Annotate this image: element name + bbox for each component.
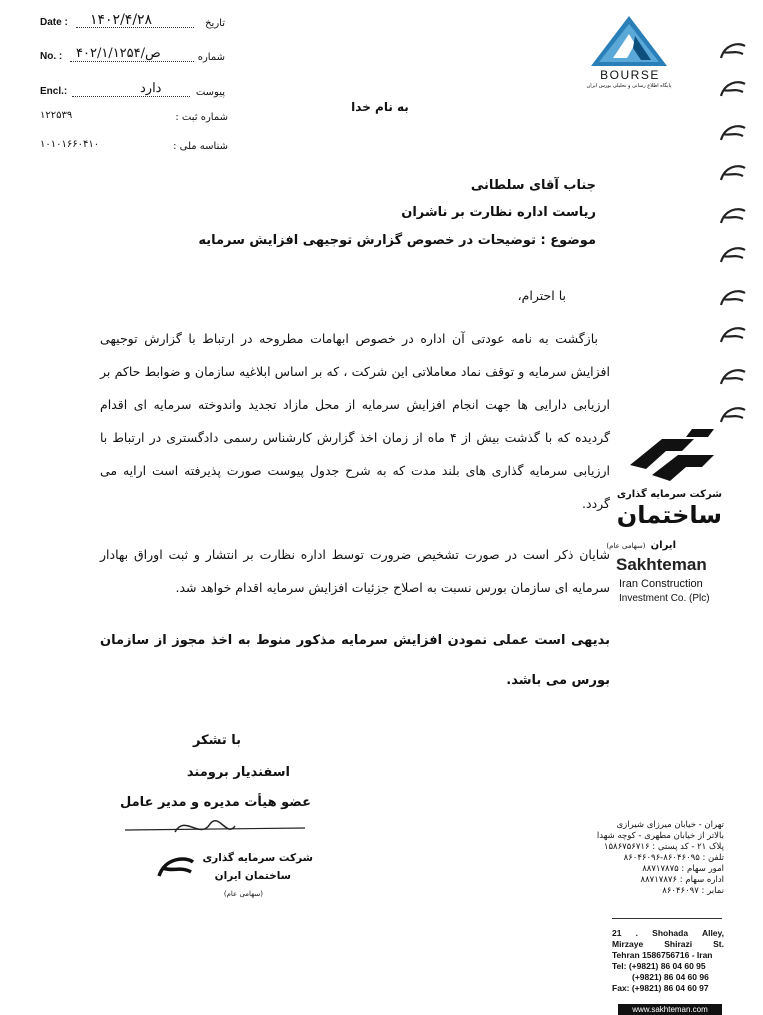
enclosure-row [40, 83, 225, 101]
date-label-fa: تاریخ [205, 18, 225, 29]
signature-scribble-icon [115, 810, 315, 850]
national-id-label: شناسه ملی : [173, 141, 228, 152]
company-name-fa-small: شرکت سرمایه گذاری [616, 489, 722, 500]
footer-address-fa [596, 820, 724, 897]
company-mark-icon [717, 324, 749, 346]
national-id-value: ۱۰۱۰۱۶۶۰۴۱۰ [40, 139, 100, 150]
footer-fa-line: پلاک ۲۱ - کد پستی : ۱۵۸۶۷۵۶۷۱۶ [603, 842, 724, 852]
company-name-en: Sakhteman [616, 555, 707, 574]
subject-line: موضوع : توضیحات در خصوص گزارش توجیهی افزایش سرمایه [198, 233, 596, 248]
enclosure-label-en: Encl.: [40, 86, 68, 97]
footer-fa-line: نمابر : ۸۶۰۴۶۰۹۷ [662, 886, 724, 896]
company-logo [606, 425, 726, 615]
footer-en-line: Tehran 1586756716 - Iran [612, 950, 713, 960]
bourse-caption: پایگاه اطلاع رسانی و تحلیلی بورس ایران [586, 83, 672, 89]
enclosure-value: دارد [140, 81, 162, 96]
company-mark-icon [717, 40, 749, 62]
footer-fa-line: امور سهام : ۸۸۷۱۷۸۷۵ [642, 864, 724, 874]
company-name-en-line3: Investment Co. (Plc) [619, 593, 710, 604]
stamp-line-1: شرکت سرمایه گذاری [202, 852, 313, 864]
body-paragraph-bold: بدیهی است عملی نمودن افزایش سرمایه مذکور منوط به اخذ مجوز از سازمان بورس می باشد. [100, 633, 610, 688]
company-name-en-line2: Iran Construction [619, 578, 703, 590]
greeting: با احترام، [517, 288, 566, 303]
date-label-en: Date : [40, 17, 68, 28]
number-row [40, 48, 225, 66]
bourse-logo [583, 14, 675, 94]
website-link: www.sakhteman.com [632, 1005, 708, 1014]
footer-en-line: Fax: (+9821) 86 04 60 97 [612, 983, 709, 993]
company-mark-icon [717, 162, 749, 184]
body-paragraph-1: بازگشت به نامه عودتی آن اداره در خصوص ابهامات مطروحه در ارتباط با گزارش توجیهی افزایش سرمایه و توقف نماد معاملاتی این شرکت ، که بر اساس ابلاغیه سازمان و ضوابط حاکم بر ارزیابی دارایی ها جهت انجام افزایش سرمایه از محل مازاد تجدید واندوخته سرمایه ای اقدام گردیده که با گذشت بیش از ۴ ماه از زمان اخذ گزارش کارشناس رسمی دادگستری در ارتباط با ارزیابی سرمایه گذاری های بلند مدت که به شرح جدول پیوست صورت پذیرفته است ارایه می گردد. [100, 331, 611, 511]
footer-divider [612, 918, 722, 919]
company-type-fa: (سهامی عام) [606, 542, 646, 550]
registration-label: شماره ثبت : [175, 112, 228, 123]
number-label-en: No. : [40, 51, 63, 62]
footer-address-en [612, 928, 724, 994]
company-mark-icon [717, 122, 749, 144]
number-value: ۴۰۲/۱/ص/۱۲۵۴ [76, 46, 161, 61]
footer-en-line: (+9821) 86 04 60 96 [632, 972, 709, 982]
company-name-fa-iran: ایران [650, 540, 676, 551]
footer-en-line: 21 . Shohada Alley, [612, 928, 724, 938]
footer-fa-line: بالاتر از خیابان مطهری - کوچه شهدا [596, 831, 724, 841]
registration-value: ۱۲۲۵۳۹ [40, 110, 73, 121]
company-mark-icon [717, 404, 749, 426]
signature-name: اسفندیار برومند [186, 765, 290, 780]
company-mark-icon [717, 366, 749, 388]
body-paragraph-2: شایان ذکر است در صورت تشخیص ضرورت توسط اداره نظارت بر انتشار و ثبت اوراق بهادار سرمایه ای سازمان بورس نسبت به اصلاح جزئیات افزایش سرمایه اقدام خواهد شد. [100, 547, 610, 595]
footer-fa-line: اداره سهام : ۸۸۷۱۷۸۷۶ [640, 875, 724, 885]
footer-fa-line: تهران - خیابان میرزای شیرازی [616, 820, 724, 830]
registration-row [40, 110, 228, 126]
enclosure-label-fa: پیوست [195, 87, 225, 98]
company-mark-icon [717, 205, 749, 227]
footer-en-line: Tel: (+9821) 86 04 60 95 [612, 961, 706, 971]
company-mark-icon [155, 854, 197, 882]
stamp-line-3: (سهامی عام) [223, 890, 263, 898]
date-row [40, 14, 225, 32]
website-bar [618, 1004, 722, 1015]
date-value: ۱۴۰۲/۴/۲۸ [90, 12, 153, 28]
addressee-title: ریاست اداره نظارت بر ناشران [401, 205, 596, 220]
footer-en-line: Mirzaye Shirazi St. [612, 939, 724, 949]
company-name-fa-big: ساختمان [616, 501, 722, 529]
invocation: به نام خدا [351, 100, 409, 114]
company-mark-icon [717, 244, 749, 266]
stamp-line-2: ساختمان ایران [214, 870, 291, 882]
bourse-wordmark: BOURSE [600, 68, 660, 82]
bourse-triangle-icon [583, 14, 675, 70]
national-id-row [40, 139, 228, 155]
footer-fa-line: تلفن : ۸۶۰۴۶۰۹۵-۸۶۰۴۶۰۹۶ [623, 853, 724, 863]
company-stamp [155, 848, 315, 908]
number-label-fa: شماره [197, 52, 225, 63]
signature-title: عضو هیأت مدیره و مدیر عامل [120, 795, 311, 810]
company-emblem-icon [622, 425, 722, 483]
company-mark-icon [717, 287, 749, 309]
addressee-name: جناب آقای سلطانی [470, 178, 596, 193]
company-mark-icon [717, 78, 749, 100]
signature-closing: با تشکر [192, 733, 241, 748]
